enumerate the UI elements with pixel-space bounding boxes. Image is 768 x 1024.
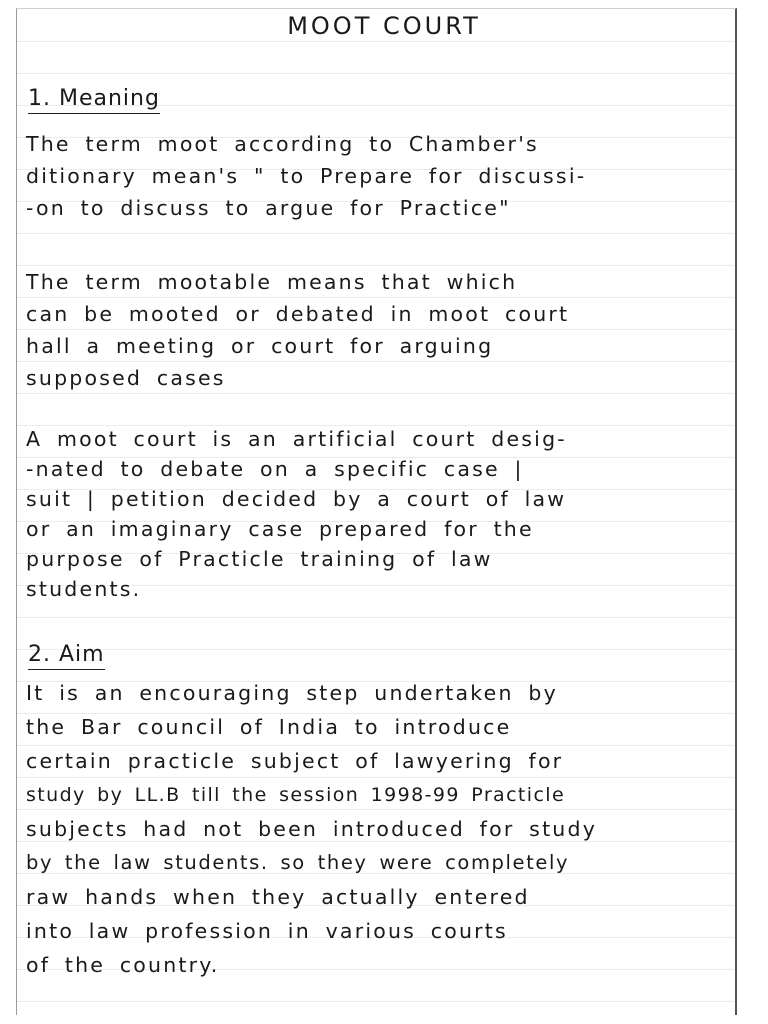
text-line: raw hands when they actually entered [26,885,530,909]
text-line: supposed cases [26,366,226,390]
text-line: suit | petition decided by a court of law [26,487,567,511]
text-line: the Bar council of India to introduce [26,715,512,739]
text-line: A moot court is an artificial court desig- [26,427,567,451]
text-line: hall a meeting or court for arguing [26,334,494,358]
text-line: of the country. [26,953,220,977]
text-line: students. [26,577,142,601]
text-line: purpose of Practicle training of law [26,547,493,571]
text-line: into law profession in various courts [26,919,508,943]
text-line: study by LL.B till the session 1998-99 Practicle [26,784,566,806]
text-line: or an imaginary case prepared for the [26,517,534,541]
paragraph-mootable [26,266,736,394]
section-heading-aim: 2. Aim [28,642,105,670]
text-line: The term mootable means that which [26,270,518,294]
text-line: by the law students. so they were completely [26,851,570,874]
paragraph-moot-court [26,424,736,604]
text-line: certain practicle subject of lawyering for [26,749,564,773]
section-heading-meaning: 1. Meaning [28,86,160,114]
paragraph-aim [26,676,736,982]
text-line: The term moot according to Chamber's [26,132,539,156]
page-title: MOOT COURT [287,12,481,40]
text-line: can be mooted or debated in moot court [26,302,570,326]
text-line: ditionary mean's " to Prepare for discussi- [26,164,587,188]
paragraph-meaning-definition [26,128,736,224]
text-line: It is an encouraging step undertaken by [26,681,558,705]
text-line: subjects had not been introduced for study [26,817,598,841]
text-line: -on to discuss to argue for Practice" [26,196,511,220]
text-line: -nated to debate on a specific case | [26,457,524,481]
